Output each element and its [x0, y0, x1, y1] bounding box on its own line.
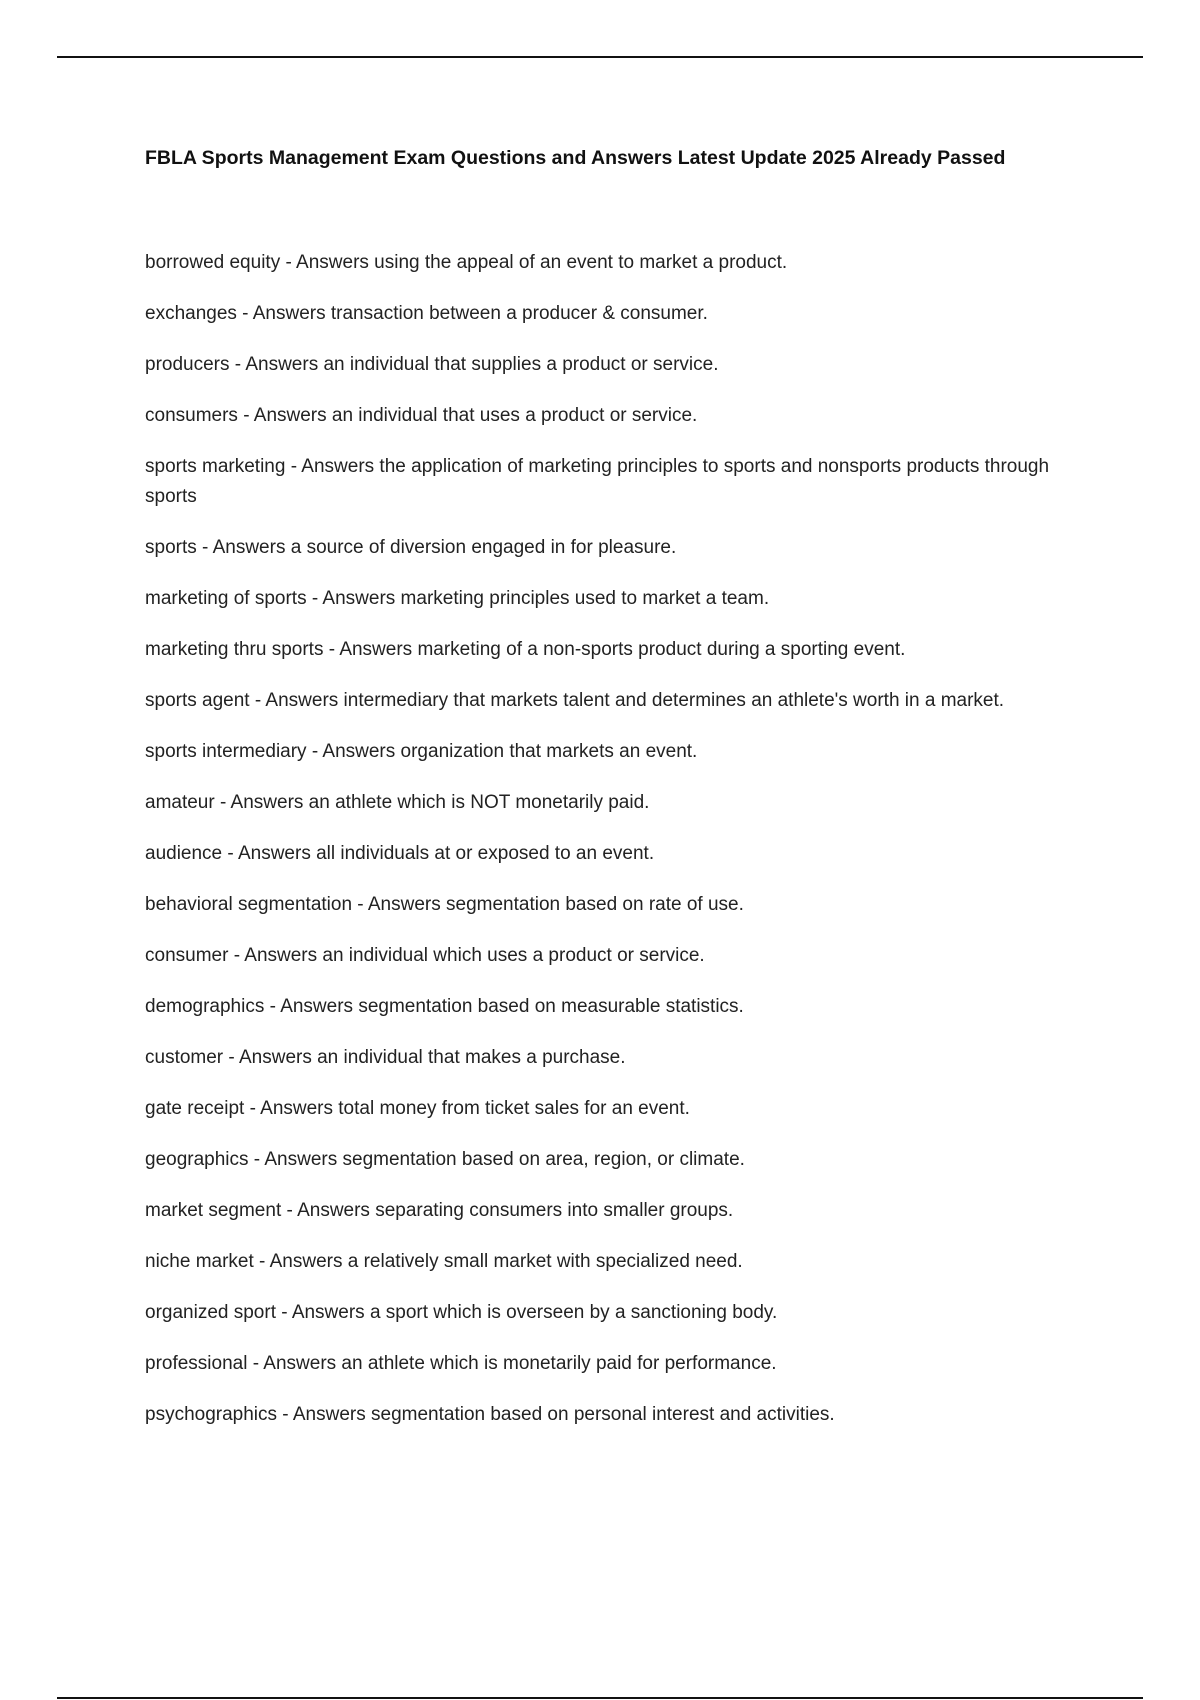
qa-term: sports agent — [145, 690, 250, 711]
qa-separator: - — [306, 588, 323, 609]
qa-entry — [145, 1400, 1085, 1430]
qa-answer: Answers a source of diversion engaged in for pleasure. — [212, 537, 677, 558]
qa-entry — [145, 788, 1085, 818]
qa-list — [145, 248, 1085, 1451]
qa-answer: Answers intermediary that markets talent and determines an athlete's worth in a market. — [265, 690, 1005, 711]
qa-separator: - — [275, 1302, 292, 1323]
qa-separator: - — [244, 1098, 261, 1119]
document-title: FBLA Sports Management Exam Questions and Answers Latest Update 2025 Already Passed — [145, 147, 1006, 169]
qa-term: gate receipt — [145, 1098, 245, 1119]
qa-term: exchanges — [145, 303, 237, 324]
bottom-divider — [57, 1697, 1143, 1699]
qa-answer: Answers segmentation based on area, region, or climate. — [264, 1149, 745, 1170]
qa-term: customer — [145, 1047, 224, 1068]
qa-separator: - — [237, 405, 254, 426]
qa-separator: - — [323, 639, 340, 660]
qa-entry — [145, 992, 1085, 1022]
qa-answer: Answers marketing of a non-sports product during a sporting event. — [339, 639, 906, 660]
qa-answer: Answers an individual that supplies a product or service. — [245, 354, 719, 375]
top-divider — [57, 56, 1143, 58]
qa-entry — [145, 839, 1085, 869]
qa-term: sports — [145, 537, 197, 558]
qa-separator: - — [236, 303, 253, 324]
qa-answer: Answers total money from ticket sales for an event. — [260, 1098, 690, 1119]
qa-entry — [145, 299, 1085, 329]
qa-entry — [145, 1094, 1085, 1124]
qa-term: marketing of sports — [145, 588, 307, 609]
qa-term: professional — [145, 1353, 248, 1374]
qa-term: producers — [145, 354, 230, 375]
qa-separator: - — [277, 1404, 293, 1425]
qa-answer: Answers an athlete which is NOT monetarily paid. — [230, 792, 650, 813]
qa-separator: - — [249, 690, 266, 711]
qa-separator: - — [306, 741, 323, 762]
qa-entry — [145, 941, 1085, 971]
qa-term: demographics — [145, 996, 265, 1017]
qa-term: psychographics — [145, 1404, 278, 1425]
qa-answer: Answers a sport which is overseen by a sanctioning body. — [291, 1302, 778, 1323]
qa-answer: Answers organization that markets an event. — [322, 741, 698, 762]
qa-separator: - — [248, 1149, 265, 1170]
qa-separator: - — [281, 1200, 298, 1221]
qa-entry — [145, 1298, 1085, 1328]
qa-term: organized sport — [145, 1302, 276, 1323]
qa-separator: - — [285, 456, 302, 477]
qa-term: consumer — [145, 945, 229, 966]
qa-answer: Answers an individual that uses a product or service. — [253, 405, 698, 426]
qa-separator: - — [352, 894, 368, 915]
qa-answer: Answers marketing principles used to market a team. — [322, 588, 770, 609]
qa-term: amateur — [145, 792, 215, 813]
qa-answer: Answers an individual that makes a purchase. — [238, 1047, 626, 1068]
qa-term: behavioral segmentation — [145, 894, 353, 915]
qa-term: audience — [145, 843, 223, 864]
qa-separator: - — [196, 537, 213, 558]
qa-separator: - — [228, 945, 245, 966]
qa-entry — [145, 248, 1085, 278]
qa-separator: - — [229, 354, 246, 375]
qa-separator: - — [280, 252, 297, 273]
qa-entry — [145, 1349, 1085, 1379]
qa-term: borrowed equity — [145, 252, 281, 273]
qa-term: market segment — [145, 1200, 282, 1221]
qa-answer: Answers an athlete which is monetarily paid for performance. — [263, 1353, 777, 1374]
qa-answer: Answers segmentation based on rate of use. — [367, 894, 744, 915]
qa-entry — [145, 452, 1085, 512]
qa-term: marketing thru sports — [145, 639, 324, 660]
qa-entry — [145, 1043, 1085, 1073]
qa-answer: Answers separating consumers into smaller groups. — [297, 1200, 734, 1221]
qa-answer: Answers segmentation based on personal interest and activities. — [292, 1404, 835, 1425]
qa-entry — [145, 635, 1085, 665]
qa-answer: Answers using the appeal of an event to market a product. — [296, 252, 788, 273]
qa-separator: - — [264, 996, 281, 1017]
qa-answer: Answers transaction between a producer & consumer. — [252, 303, 708, 324]
qa-answer: Answers segmentation based on measurable statistics. — [280, 996, 744, 1017]
qa-answer: Answers an individual which uses a product or service. — [244, 945, 705, 966]
qa-separator: - — [223, 1047, 239, 1068]
qa-entry — [145, 401, 1085, 431]
qa-separator: - — [253, 1251, 270, 1272]
qa-term: sports marketing — [145, 456, 286, 477]
qa-answer: Answers the application of marketing principles to sports and nonsports products through sports — [145, 456, 1050, 507]
qa-entry — [145, 533, 1085, 563]
qa-entry — [145, 1247, 1085, 1277]
qa-entry — [145, 584, 1085, 614]
qa-term: geographics — [145, 1149, 249, 1170]
qa-separator: - — [222, 843, 238, 864]
qa-entry — [145, 350, 1085, 380]
qa-separator: - — [214, 792, 231, 813]
qa-answer: Answers a relatively small market with specialized need. — [269, 1251, 743, 1272]
qa-term: consumers — [145, 405, 238, 426]
qa-entry — [145, 1196, 1085, 1226]
qa-term: sports intermediary — [145, 741, 307, 762]
qa-entry — [145, 890, 1085, 920]
qa-term: niche market — [145, 1251, 254, 1272]
qa-entry — [145, 1145, 1085, 1175]
qa-separator: - — [247, 1353, 264, 1374]
qa-answer: Answers all individuals at or exposed to an event. — [237, 843, 655, 864]
qa-entry — [145, 686, 1085, 716]
qa-entry — [145, 737, 1085, 767]
